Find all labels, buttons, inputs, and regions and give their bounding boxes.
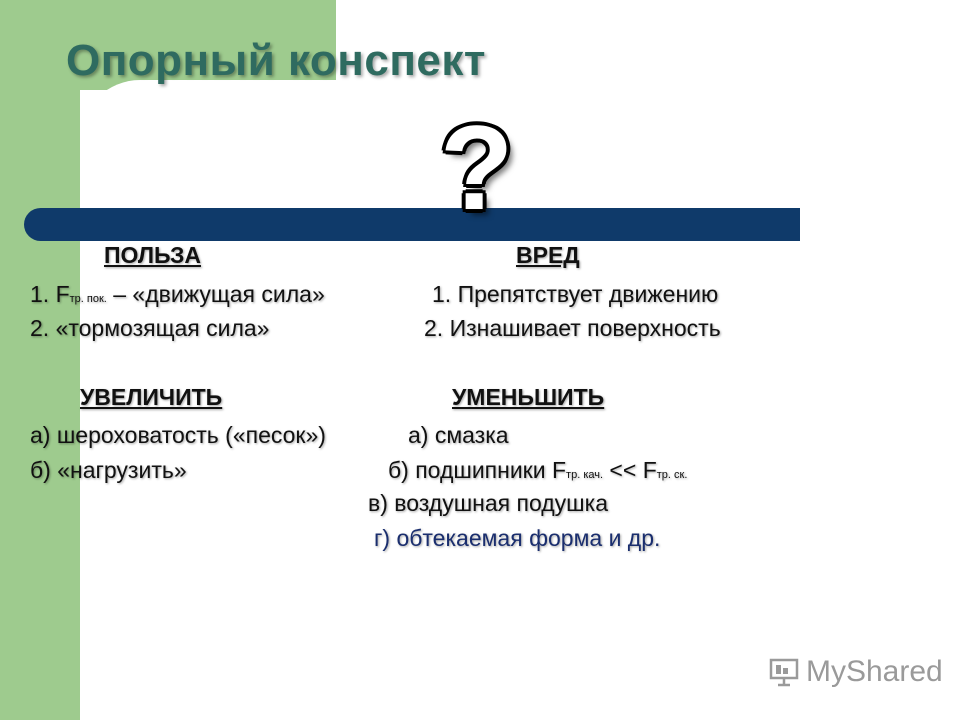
harm-item-2: 2. Изнашивает поверхность — [424, 315, 721, 341]
benefit-header: ПОЛЬЗА — [104, 242, 201, 268]
decrease-item-c: в) воздушная подушка — [368, 490, 608, 516]
slide-title: Опорный конспект — [66, 36, 486, 85]
myshared-logo — [768, 655, 943, 689]
projector-icon — [768, 657, 800, 687]
decrease-item-d: г) обтекаемая форма и др. — [374, 525, 661, 551]
increase-header: УВЕЛИЧИТЬ — [80, 384, 223, 410]
logo-text: MyShared — [806, 655, 943, 688]
increase-item-b: б) «нагрузить» — [30, 457, 187, 483]
increase-item-a: а) шероховатость («песок») — [30, 422, 326, 448]
green-sidebar — [0, 0, 80, 720]
decrease-item-b: б) подшипники Fтр. кач. << Fтр. ск. — [388, 457, 688, 483]
harm-header: ВРЕД — [516, 242, 580, 268]
question-mark: ? — [440, 101, 514, 235]
decrease-item-a: а) смазка — [408, 422, 509, 448]
divider-bar — [24, 208, 800, 241]
benefit-item-2: 2. «тормозящая сила» — [30, 315, 270, 341]
harm-item-1: 1. Препятствует движению — [432, 281, 719, 307]
benefit-item-1: 1. Fтр. пок. – «движущая сила» — [30, 281, 325, 307]
white-curve — [80, 80, 380, 220]
decrease-header: УМЕНЬШИТЬ — [452, 384, 605, 410]
